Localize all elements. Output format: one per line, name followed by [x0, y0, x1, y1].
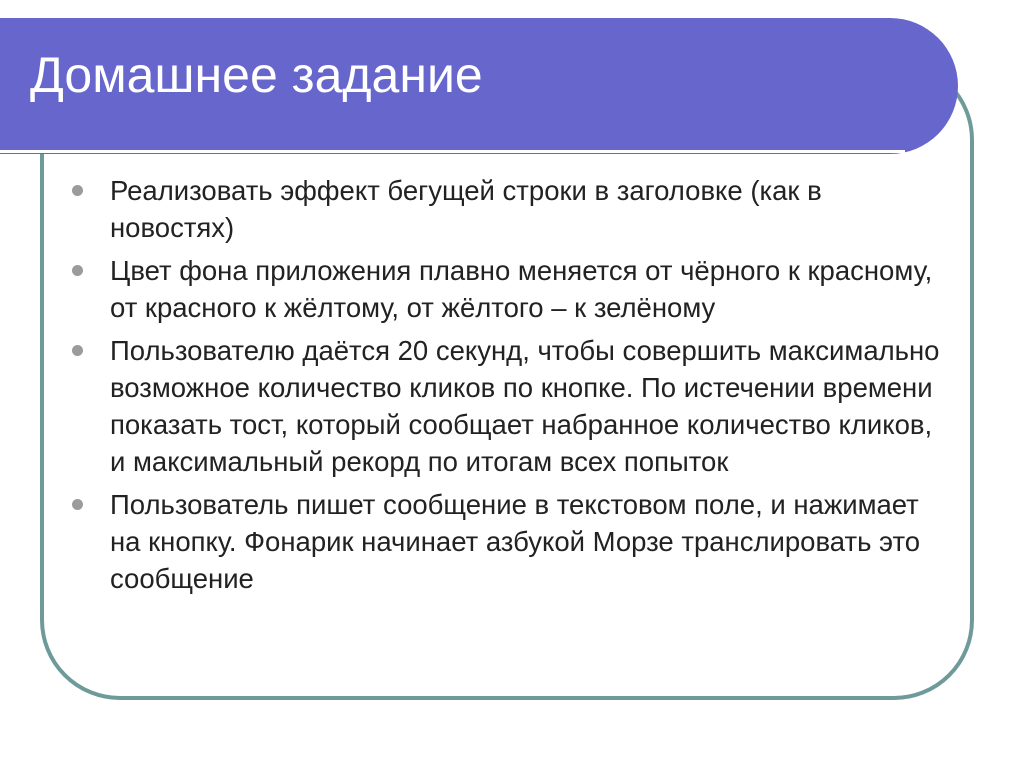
slide-title: Домашнее задание — [30, 47, 483, 103]
bullet-item — [70, 252, 940, 326]
bullet-dot-icon — [72, 499, 83, 510]
bullet-list — [70, 172, 940, 603]
bullet-dot-icon — [72, 185, 83, 196]
title-underline — [0, 150, 905, 153]
bullet-dot-icon — [72, 345, 83, 356]
bullet-text: Пользователь пишет сообщение в текстовом поле, и нажимает на кнопку. Фонарик начинает азбукой Морзе транслировать это сообщение — [110, 489, 921, 594]
bullet-item — [70, 332, 940, 480]
bullet-item — [70, 172, 940, 246]
bullet-text: Пользователю даётся 20 секунд, чтобы совершить максимально возможное количество кликов по кнопке. По истечении времени показать тост, который сообщает набранное количество кликов, и максимальный рекорд по итогам всех попыток — [110, 335, 940, 477]
bullet-text: Цвет фона приложения плавно меняется от чёрного к красному, от красного к жёлтому, от жёлтого – к зелёному — [110, 255, 933, 323]
bullet-item — [70, 486, 940, 597]
bullet-dot-icon — [72, 265, 83, 276]
bullet-text: Реализовать эффект бегущей строки в заголовке (как в новостях) — [110, 175, 822, 243]
